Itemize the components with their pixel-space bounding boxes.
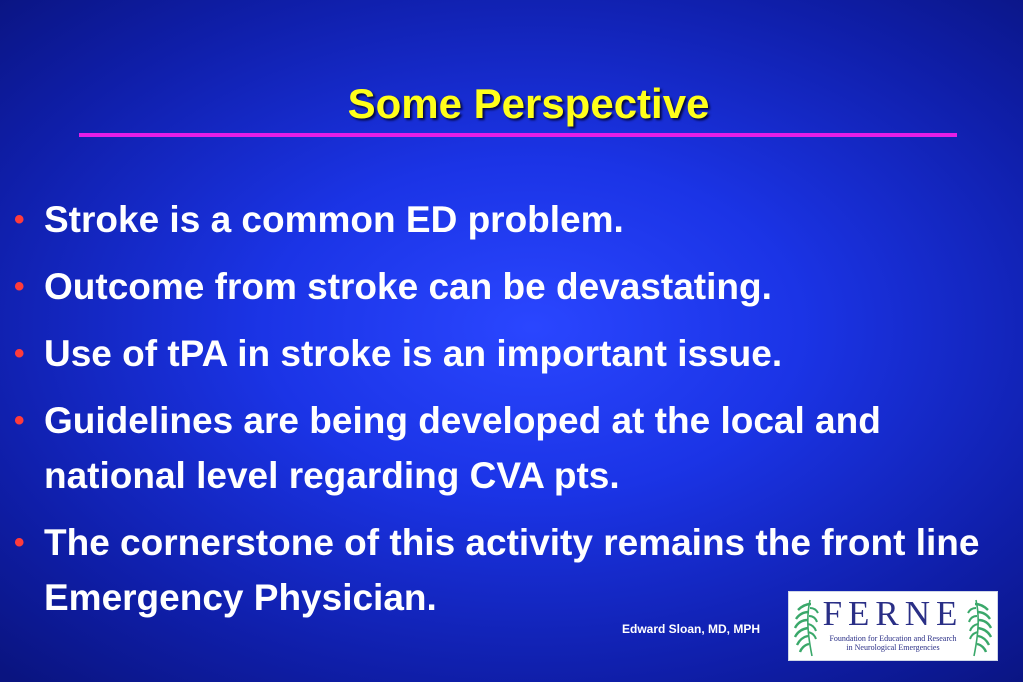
bullet-item	[14, 393, 1004, 503]
fern-leaf-icon	[966, 596, 994, 658]
bullet-item	[14, 326, 1004, 381]
bullet-item	[14, 259, 1004, 314]
logo-subtitle-line2: in Neurological Emergencies	[846, 643, 940, 652]
bullet-list	[14, 192, 1004, 637]
title-underline	[79, 133, 957, 137]
bullet-marker: •	[14, 203, 25, 236]
bullet-marker: •	[14, 404, 25, 437]
fern-leaf-icon	[792, 596, 820, 658]
ferne-logo	[788, 591, 998, 661]
bullet-text: Stroke is a common ED problem.	[44, 199, 624, 240]
bullet-text: Outcome from stroke can be devastating.	[44, 266, 772, 307]
bullet-text: Use of tPA in stroke is an important issue.	[44, 333, 783, 374]
logo-wordmark: FERNE	[822, 594, 964, 633]
logo-subtitle-line1: Foundation for Education and Research	[829, 634, 957, 643]
author-credit: Edward Sloan, MD, MPH	[621, 622, 760, 636]
bullet-marker: •	[14, 526, 25, 559]
bullet-marker: •	[14, 337, 25, 370]
bullet-marker: •	[14, 270, 25, 303]
bullet-text: Guidelines are being developed at the local and national level regarding CVA pts.	[44, 400, 881, 496]
bullet-item	[14, 192, 1004, 247]
slide-title: Some Perspective	[347, 80, 710, 127]
bullet-text: The cornerstone of this activity remains the front line Emergency Physician.	[44, 522, 980, 618]
